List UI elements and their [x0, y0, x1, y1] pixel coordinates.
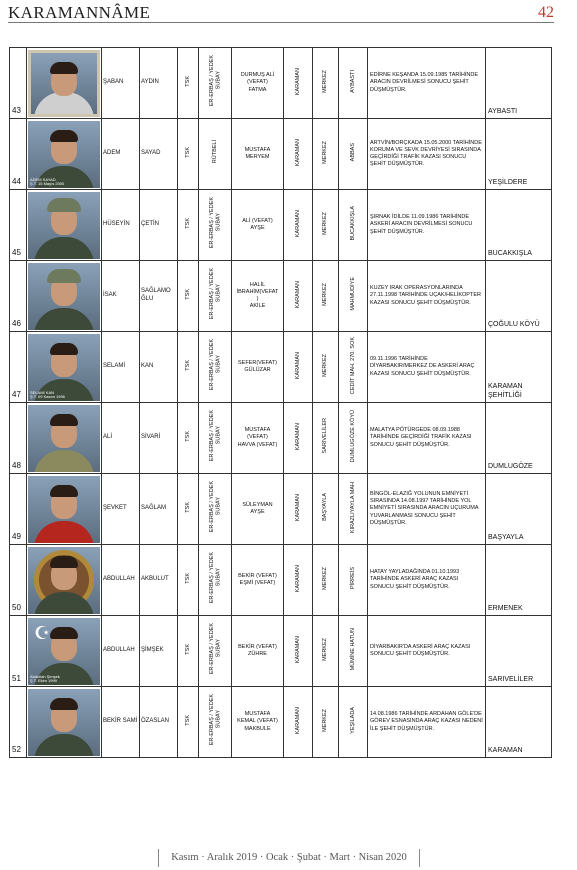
corps-text: TSK — [184, 643, 191, 655]
district-text: MERKEZ — [322, 566, 329, 590]
first-name: İSAK — [102, 261, 140, 332]
burial-place: KARAMAN ŞEHİTLİĞİ — [486, 332, 552, 403]
district — [313, 48, 339, 119]
rank — [199, 687, 232, 758]
rank-text: RÜTBELİ — [211, 140, 218, 164]
village-text: MAHMUDİYE — [349, 277, 356, 311]
table-row — [10, 616, 552, 687]
province-text: KARAMAN — [294, 67, 301, 95]
incident-description: KUZEY IRAK OPERASYONLARINDA 27.11.1998 TARİHİNDE UÇAK/HELİKOPTER KAZASI SONUCU ŞEHİT DÜŞMÜŞTÜR. — [368, 261, 486, 332]
row-number: 43 — [10, 48, 27, 119]
corps — [178, 190, 199, 261]
village-text: KIRAZLIYAYLA MAH — [349, 481, 356, 533]
corps — [178, 474, 199, 545]
village — [339, 48, 368, 119]
corps-text: TSK — [184, 146, 191, 158]
village — [339, 190, 368, 261]
last-name: SAYAD — [140, 119, 178, 190]
table-row — [10, 119, 552, 190]
first-name: ŞEVKET — [102, 474, 140, 545]
village-text: YEŞİLADA — [349, 706, 356, 734]
bust-hair — [50, 414, 78, 426]
corps-text: TSK — [184, 501, 191, 513]
portrait-cell — [27, 403, 102, 474]
table-row — [10, 474, 552, 545]
martyrs-table — [9, 47, 552, 758]
province-text: KARAMAN — [294, 706, 301, 734]
district-text: MERKEZ — [322, 211, 329, 235]
portrait-cell — [27, 687, 102, 758]
province — [284, 261, 313, 332]
last-name: AKBULUT — [140, 545, 178, 616]
portrait-photo — [28, 689, 100, 756]
village — [339, 403, 368, 474]
district-text: MERKEZ — [322, 69, 329, 93]
rank-text: ER-ERBAŞ / YEDEK SUBAY — [208, 339, 221, 391]
parents-names: DURMUŞ ALİ (VEFAT) FATMA — [232, 48, 284, 119]
last-name: AYDIN — [140, 48, 178, 119]
table-row — [10, 403, 552, 474]
village — [339, 261, 368, 332]
last-name: ÖZASLAN — [140, 687, 178, 758]
corps — [178, 545, 199, 616]
bust-body — [34, 450, 94, 472]
portrait-cell — [27, 332, 102, 403]
district-text: MERKEZ — [322, 708, 329, 732]
corps — [178, 403, 199, 474]
first-name: HÜSEYİN — [102, 190, 140, 261]
portrait-cell — [27, 261, 102, 332]
burial-place: AYBASTI — [486, 48, 552, 119]
province-text: KARAMAN — [294, 564, 301, 592]
portrait-cell — [27, 545, 102, 616]
portrait-cell — [27, 474, 102, 545]
incident-description: HATAY YAYLADAĞINDA 01.10.1993 TARİHİNDE ASKERİ ARAÇ KAZASI SONUCU ŞEHİT DÜŞMÜŞTÜR. — [368, 545, 486, 616]
rank — [199, 119, 232, 190]
burial-place: BAŞYAYLA — [486, 474, 552, 545]
portrait-photo — [28, 476, 100, 543]
row-number: 52 — [10, 687, 27, 758]
incident-description: ŞIRNAK İDİLDE 11.09.1986 TARİHİNDE ASKERİ ARACIN DEVRİLMESİ SONUCU ŞEHİT DÜŞMÜŞTÜR. — [368, 190, 486, 261]
rank — [199, 616, 232, 687]
district — [313, 616, 339, 687]
incident-description: MALATYA PÖTÜRGEDE 08.09.1988 TARİHİNDE GEÇİRDİĞİ TRAFİK KAZASI SONUCU ŞEHİT DÜŞMÜŞTÜR. — [368, 403, 486, 474]
province — [284, 545, 313, 616]
province-text: KARAMAN — [294, 280, 301, 308]
publication-title: KARAMANNÂME — [8, 3, 151, 22]
burial-place: KARAMAN — [486, 687, 552, 758]
district-text: MERKEZ — [322, 353, 329, 377]
corps-text: TSK — [184, 714, 191, 726]
parents-names: ALİ (VEFAT) AYŞE — [232, 190, 284, 261]
village — [339, 474, 368, 545]
table-row — [10, 48, 552, 119]
row-number: 49 — [10, 474, 27, 545]
district-text: BAŞYAYLA — [322, 493, 329, 522]
rank-text: ER-ERBAŞ / YEDEK SUBAY — [208, 268, 221, 320]
parents-names: BEKİR (VEFAT) EŞMİ (VEFAT) — [232, 545, 284, 616]
parents-names: MUSTAFA KEMAL (VEFAT) MAKBULE — [232, 687, 284, 758]
portrait-photo — [28, 263, 100, 330]
issue-date-footer: Kasım · Aralık 2019 · Ocak · Şubat · Mart · Nisan 2020 — [171, 852, 407, 863]
district — [313, 687, 339, 758]
province-text: KARAMAN — [294, 635, 301, 663]
district — [313, 261, 339, 332]
village — [339, 332, 368, 403]
province — [284, 332, 313, 403]
portrait-cell — [27, 616, 102, 687]
first-name: SELAMİ — [102, 332, 140, 403]
portrait-photo — [28, 405, 100, 472]
incident-description: BİNGÖL-ELAZIĞ YOLUNUN EMNİYETİ SIRASINDA 14.08.1997 TARİHİNDE YOL EMNİYETİ SIRASINDA ARACIN UÇURUMA YUVARLANMASI SONUCU ŞEHİT DÜŞMÜŞTÜR. — [368, 474, 486, 545]
province-text: KARAMAN — [294, 351, 301, 379]
province-text: KARAMAN — [294, 422, 301, 450]
parents-names: BEKİR (VEFAT) ZÜHRE — [232, 616, 284, 687]
footer-divider-left — [158, 849, 159, 867]
incident-description: 14.08.1986 TARİHİNDE ARDAHAN GÖLE'DE GÖREV ESNASINDA ARAÇ KAZASI NEDENİ İLE ŞEHİT DÜŞMÜŞTÜR. — [368, 687, 486, 758]
corps-text: TSK — [184, 288, 191, 300]
rank — [199, 474, 232, 545]
first-name: ŞABAN — [102, 48, 140, 119]
village — [339, 687, 368, 758]
first-name: ALİ — [102, 403, 140, 474]
bust-body — [34, 308, 94, 330]
burial-place: BUCAKKIŞLA — [486, 190, 552, 261]
burial-place: ÇOĞULU KÖYÜ — [486, 261, 552, 332]
burial-place: DUMLUGÖZE — [486, 403, 552, 474]
photo-caption: ADEM SAYAD Ş.T. 15 Mayıs 2000 — [30, 176, 65, 187]
row-number: 51 — [10, 616, 27, 687]
parents-names: SEFER(VEFAT) GÜLÜZAR — [232, 332, 284, 403]
bust-hair — [47, 269, 81, 283]
rank — [199, 261, 232, 332]
province-text: KARAMAN — [294, 138, 301, 166]
village — [339, 545, 368, 616]
rank — [199, 332, 232, 403]
province — [284, 119, 313, 190]
district — [313, 119, 339, 190]
portrait-photo — [28, 192, 100, 259]
district — [313, 545, 339, 616]
bust-body — [34, 521, 94, 543]
province-text: KARAMAN — [294, 209, 301, 237]
table-row — [10, 332, 552, 403]
corps-text: TSK — [184, 572, 191, 584]
photo-caption: SELAMİ KAN Ş.T. 09 Kasım 1996 — [30, 389, 65, 400]
incident-description: ARTVİN/BORÇKADA 15.05.2000 TARİHİNDE KORUMA VE SEVK DEVRİYESİ SIRASINDA GEÇİRDİĞİ TRAFİK KAZASI SONUCU ŞEHİT DÜŞMÜŞTÜR. — [368, 119, 486, 190]
burial-place: SARIVELİLER — [486, 616, 552, 687]
district-text: MERKEZ — [322, 282, 329, 306]
rank-text: ER-ERBAŞ / YEDEK SUBAY — [208, 410, 221, 462]
first-name: ABDULLAH — [102, 616, 140, 687]
province — [284, 48, 313, 119]
district — [313, 190, 339, 261]
rank-text: ER-ERBAŞ / YEDEK SUBAY — [208, 197, 221, 249]
burial-place: YEŞİLDERE — [486, 119, 552, 190]
first-name: ADEM — [102, 119, 140, 190]
bust-hair — [47, 198, 81, 212]
portrait-photo — [28, 50, 100, 117]
province-text: KARAMAN — [294, 493, 301, 521]
table-row — [10, 261, 552, 332]
row-number: 45 — [10, 190, 27, 261]
portrait-photo — [28, 334, 100, 401]
parents-names: MUSTAFA MERYEM — [232, 119, 284, 190]
bust-hair — [50, 627, 78, 639]
district-text: SARIVELİLER — [322, 418, 329, 454]
photo-caption: Abdullah Şimşek Ş.T. Ekim 1999 — [30, 673, 60, 684]
corps-text: TSK — [184, 75, 191, 87]
province — [284, 687, 313, 758]
row-number: 47 — [10, 332, 27, 403]
row-number: 44 — [10, 119, 27, 190]
row-number: 50 — [10, 545, 27, 616]
corps — [178, 48, 199, 119]
bust-body — [34, 237, 94, 259]
incident-description: DİYARBAKIR'DA ASKERİ ARAÇ KAZASI SONUCU ŞEHİT DÜŞMÜŞTÜR. — [368, 616, 486, 687]
corps — [178, 616, 199, 687]
portrait-cell — [27, 190, 102, 261]
district — [313, 474, 339, 545]
rank-text: ER-ERBAŞ / YEDEK SUBAY — [208, 552, 221, 604]
bust-hair — [50, 485, 78, 497]
corps — [178, 332, 199, 403]
portrait-cell — [27, 48, 102, 119]
district — [313, 403, 339, 474]
last-name: SİVARİ — [140, 403, 178, 474]
last-name: SAĞLAMO ĞLU — [140, 261, 178, 332]
last-name: ÇETİN — [140, 190, 178, 261]
bust-hair — [50, 556, 78, 568]
rank — [199, 403, 232, 474]
last-name: KAN — [140, 332, 178, 403]
bust-body — [34, 734, 94, 756]
corps — [178, 261, 199, 332]
corps-text: TSK — [184, 430, 191, 442]
portrait-photo — [28, 618, 100, 685]
incident-description: EDİRNE KEŞANDA 15.09.1985 TARİHİNDE ARACIN DEVRİLMESİ SONUCU ŞEHİT DÜŞMÜŞTÜR. — [368, 48, 486, 119]
first-name: ABDULLAH — [102, 545, 140, 616]
province — [284, 474, 313, 545]
incident-description: 09.11.1996 TARİHİNDE DİYARBAKIR/MERKEZ DE ASKERİ ARAÇ KAZASI SONUCU ŞEHİT DÜŞMÜŞTÜR. — [368, 332, 486, 403]
parents-names: HALİL İBRAHİM(VEFAT ) AKİLE — [232, 261, 284, 332]
corps — [178, 687, 199, 758]
village-text: MÜMİNE HATUN — [349, 627, 356, 671]
village-text: CEDİT MAH. 270. SOK — [349, 336, 356, 394]
table-row — [10, 687, 552, 758]
table-row — [10, 190, 552, 261]
rank — [199, 190, 232, 261]
province — [284, 190, 313, 261]
parents-names: SÜLEYMAN AYŞE — [232, 474, 284, 545]
village-text: ABBAS — [349, 142, 356, 162]
village-text: PİRREİS — [349, 567, 356, 590]
rank-text: ER-ERBAŞ / YEDEK SUBAY — [208, 55, 221, 107]
village-text: BUCAKKIŞLA — [349, 205, 356, 241]
village — [339, 616, 368, 687]
parents-names: MUSTAFA (VEFAT) HAVVA (VEFAT) — [232, 403, 284, 474]
district — [313, 332, 339, 403]
bust-hair — [50, 698, 78, 710]
district-text: MERKEZ — [322, 140, 329, 164]
district-text: MERKEZ — [322, 637, 329, 661]
rank-text: ER-ERBAŞ / YEDEK SUBAY — [208, 623, 221, 675]
first-name: BEKİR SAMİ — [102, 687, 140, 758]
village-text: DUMLUGÖZE KÖYÜ — [349, 409, 356, 463]
bust-hair — [50, 62, 78, 74]
village-text: AYBASTI — [349, 69, 356, 93]
portrait-photo — [28, 121, 100, 188]
corps — [178, 119, 199, 190]
bust-hair — [50, 130, 78, 142]
bust-hair — [50, 343, 78, 355]
rank-text: ER-ERBAŞ / YEDEK SUBAY — [208, 694, 221, 746]
province — [284, 616, 313, 687]
rank — [199, 545, 232, 616]
header-divider — [8, 22, 554, 23]
portrait-photo — [28, 547, 100, 614]
burial-place: ERMENEK — [486, 545, 552, 616]
corps-text: TSK — [184, 359, 191, 371]
rank-text: ER-ERBAŞ / YEDEK SUBAY — [208, 481, 221, 533]
table-row — [10, 545, 552, 616]
province — [284, 403, 313, 474]
corps-text: TSK — [184, 217, 191, 229]
rank — [199, 48, 232, 119]
row-number: 48 — [10, 403, 27, 474]
page-number: 42 — [538, 4, 554, 21]
portrait-cell — [27, 119, 102, 190]
last-name: SAĞLAM — [140, 474, 178, 545]
village — [339, 119, 368, 190]
last-name: ŞİMŞEK — [140, 616, 178, 687]
footer-divider-right — [419, 849, 420, 867]
row-number: 46 — [10, 261, 27, 332]
crescent-star-icon: ☪ — [34, 622, 51, 643]
